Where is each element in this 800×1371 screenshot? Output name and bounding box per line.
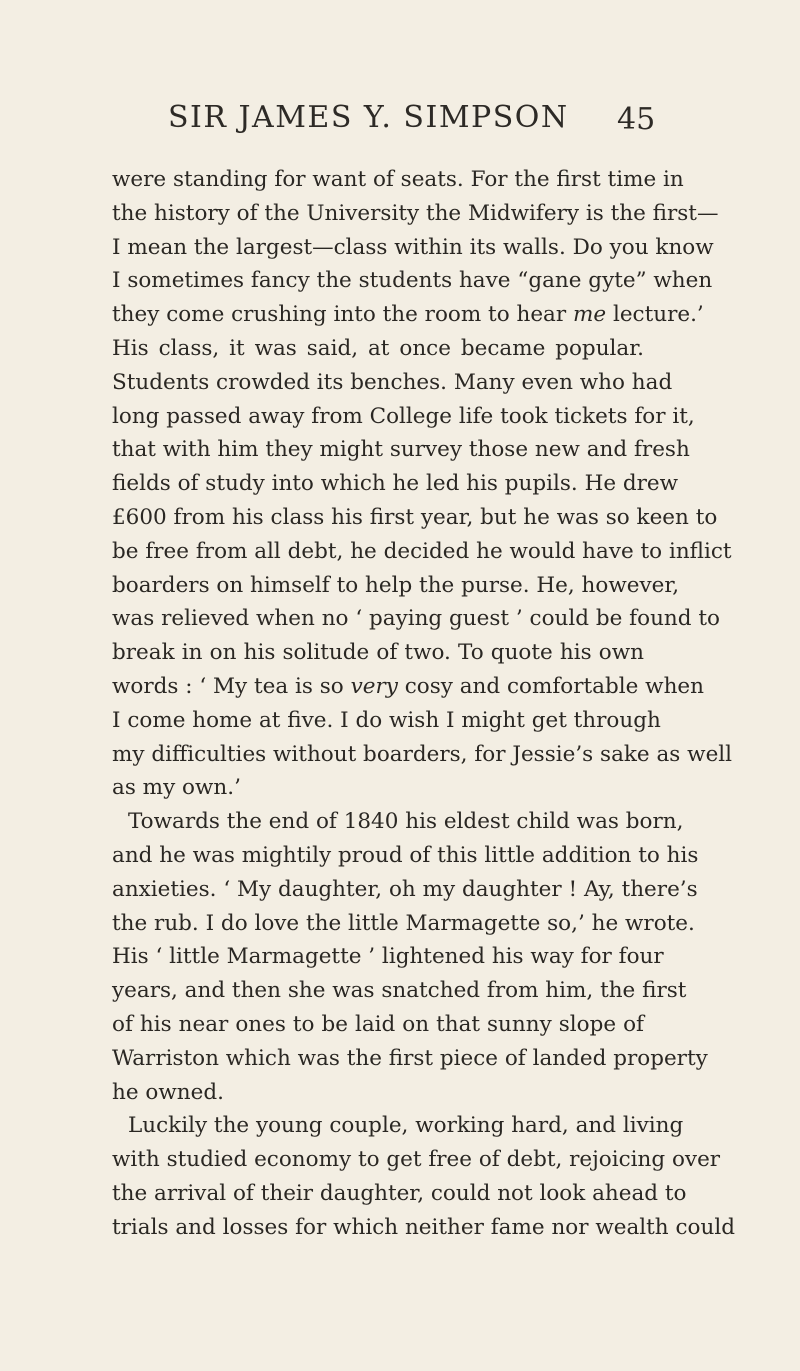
text-line — [112, 704, 661, 738]
text-line — [112, 1109, 684, 1143]
text-run: I come home at five. I do wish I might get through — [112, 707, 661, 733]
text-run: fields of study into which he led his pupils. He drew — [112, 471, 679, 497]
text-run: I sometimes fancy the students have “gane gyte” when — [112, 268, 713, 294]
text-run: lecture.’ — [606, 302, 704, 328]
text-line — [112, 1076, 644, 1110]
text-line — [112, 1177, 687, 1211]
page-number: 45 — [617, 102, 656, 137]
text-line — [112, 163, 684, 197]
text-run: with studied economy to get free of debt, rejoicing over — [112, 1147, 721, 1173]
text-line — [112, 1211, 735, 1245]
text-line — [112, 1042, 708, 1076]
text-run: Towards the end of 1840 his eldest child was born, — [128, 809, 684, 835]
text-run: long passed away from College life took tickets for it, — [112, 403, 695, 429]
text-run: he owned. — [112, 1079, 224, 1105]
text-run: Students crowded its benches. Many even who had — [112, 369, 673, 395]
text-line — [112, 298, 704, 332]
text-run: and he was mightily proud of this little addition to his — [112, 842, 699, 868]
text-run: my difficulties without boarders, for Jessie’s sake as well — [112, 741, 733, 767]
text-run: the history of the University the Midwifery is the first— — [112, 200, 719, 226]
body-text — [112, 163, 735, 1245]
text-run: I mean the largest—class within its walls. Do you know — [112, 234, 714, 260]
italic-text: me — [572, 302, 607, 328]
text-run: of his near ones to be laid on that sunny slope of — [112, 1011, 644, 1037]
text-line — [112, 264, 713, 298]
text-run: trials and losses for which neither fame nor wealth could — [112, 1214, 735, 1240]
text-run: words : ‘ My tea is so — [112, 673, 351, 699]
text-line — [112, 332, 644, 366]
text-line — [112, 501, 718, 535]
italic-text: very — [350, 673, 398, 699]
text-line — [112, 771, 644, 805]
text-line — [112, 433, 690, 467]
text-run: Warriston which was the first piece of landed property — [112, 1045, 708, 1071]
text-line — [112, 907, 695, 941]
text-line — [112, 467, 679, 501]
text-run: cosy and comfortable when — [397, 673, 704, 699]
text-run: Luckily the young couple, working hard, and living — [128, 1113, 684, 1139]
text-run: break in on his solitude of two. To quote his own — [112, 640, 644, 666]
text-run: boarders on himself to help the purse. He, however, — [112, 572, 680, 598]
text-run: they come crushing into the room to hear — [112, 302, 573, 328]
text-run: years, and then she was snatched from him, the first — [112, 978, 687, 1004]
text-line — [112, 1008, 644, 1042]
text-line — [112, 231, 714, 265]
text-run: the rub. I do love the little Marmagette so,’ he wrote. — [112, 910, 695, 936]
text-line — [112, 873, 698, 907]
text-run: £600 from his class his first year, but he was so keen to — [112, 504, 718, 530]
text-line — [112, 974, 687, 1008]
text-run: His class, it was said, at once became popular. — [112, 335, 644, 361]
text-line — [112, 602, 720, 636]
text-line — [112, 839, 699, 873]
text-line — [112, 400, 695, 434]
text-line — [112, 535, 732, 569]
text-run: the arrival of their daughter, could not look ahead to — [112, 1180, 687, 1206]
text-line — [112, 197, 719, 231]
text-line — [112, 636, 644, 670]
text-line — [112, 670, 704, 704]
text-run: was relieved when no ‘ paying guest ’ could be found to — [112, 606, 720, 632]
text-run: anxieties. ‘ My daughter, oh my daughter ! Ay, there’s — [112, 876, 698, 902]
text-line — [112, 366, 673, 400]
text-line — [112, 940, 664, 974]
running-header — [0, 98, 800, 138]
text-run: were standing for want of seats. For the first time in — [112, 167, 684, 192]
text-line — [112, 738, 733, 772]
text-run: that with him they might survey those new and fresh — [112, 437, 690, 463]
text-line — [112, 1143, 721, 1177]
text-line — [112, 805, 684, 839]
text-run: His ‘ little Marmagette ’ lightened his way for four — [112, 944, 664, 970]
running-title: SIR JAMES Y. SIMPSON — [168, 100, 569, 135]
text-run: as my own.’ — [112, 775, 241, 801]
text-line — [112, 569, 680, 603]
text-run: be free from all debt, he decided he would have to inflict — [112, 538, 732, 564]
